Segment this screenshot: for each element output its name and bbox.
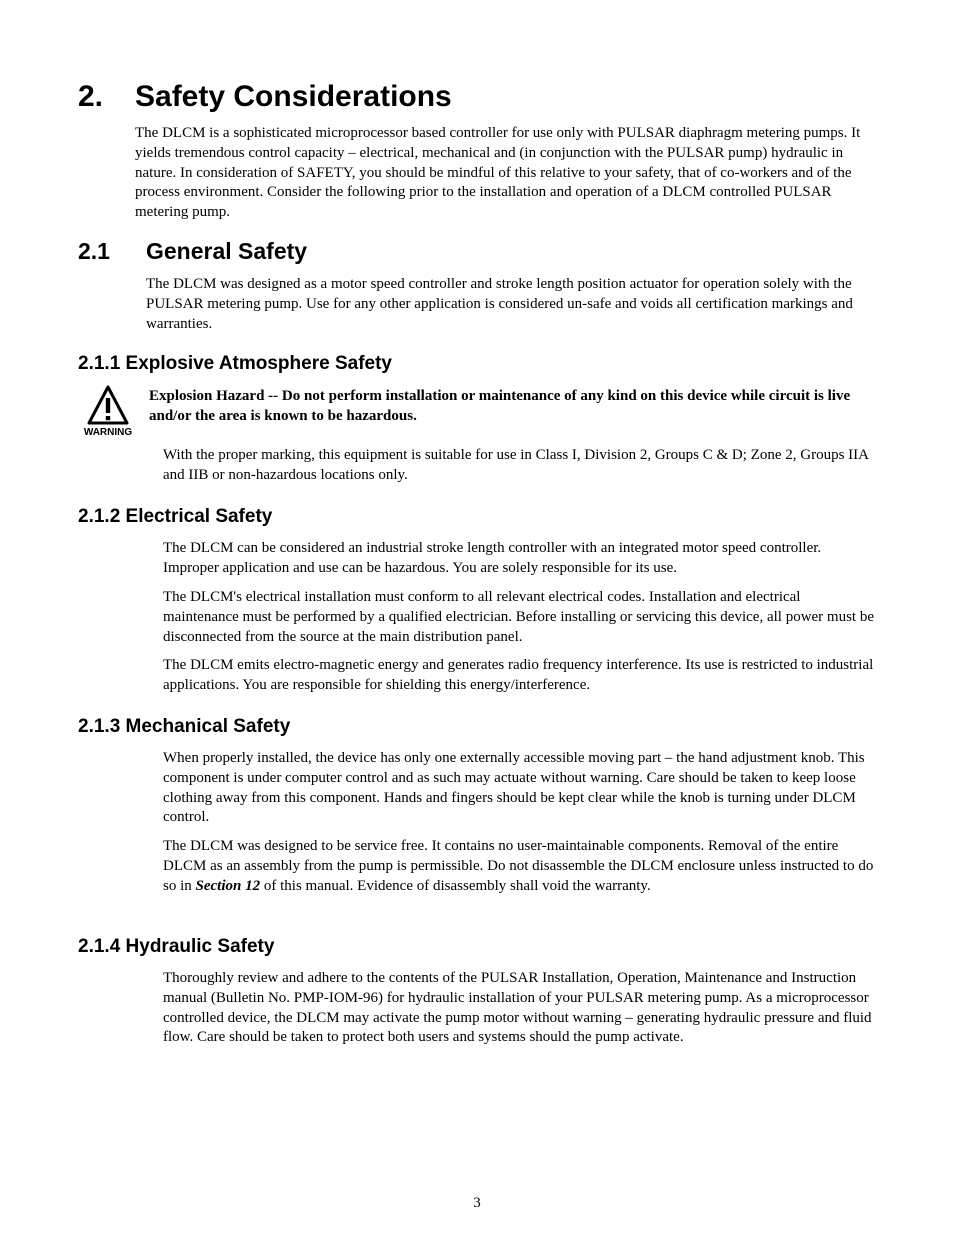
general-safety-text: The DLCM was designed as a motor speed controller and stroke length position actuator for operation solely with the PULSAR metering pump. Use for any other application is considered un-safe and voids all certification markings and warranties. [146, 276, 853, 332]
section-intro: The DLCM is a sophisticated microprocessor based controller for use only with PULSAR diaphragm metering pumps. It yields tremendous control capacity – electrical, mechanical and (in conjunction with the PULSAR pump) hydraulic in nature. In consideration of SAFETY, you should be mindful of this relative to your safety, that of co-workers and of the process environment. Consider the following prior to the installation and operation of a DLCM controlled PULSAR metering pump. [135, 125, 861, 221]
hydraulic-paragraph-1: Thoroughly review and adhere to the contents of the PULSAR Installation, Operation, Maintenance and Instruction manual (Bulletin No. PMP-IOM-96) for hydraulic installation of your PULSAR metering pump. As a microprocessor controlled device, the DLCM may activate the pump motor without warning – generating hydraulic pressure and fluid flow. Care should be taken to protect both users and systems should the pump activate. [163, 970, 872, 1046]
general-safety-heading [78, 236, 307, 266]
mechanical-safety-heading: 2.1.3 Mechanical Safety [78, 716, 291, 737]
mechanical-paragraph-1: When properly installed, the device has only one externally accessible moving part – the hand adjustment knob. This component is under computer control and as such may actuate without warning. Care should be taken to keep loose clothing away from this component. Hands and fingers should be kept clear while the knob is turning under DLCM control. [163, 750, 865, 826]
section-12-reference: Section 12 [195, 877, 261, 894]
page-number: 3 [473, 1195, 481, 1211]
electrical-paragraph-1: The DLCM can be considered an industrial stroke length controller with an integrated motor speed controller. Improper application and use can be hazardous. You are solely responsible for its use. [163, 540, 822, 576]
hydraulic-safety-heading: 2.1.4 Hydraulic Safety [78, 936, 275, 957]
explosive-safety-heading: 2.1.1 Explosive Atmosphere Safety [78, 353, 392, 374]
mechanical-p2-text-after: of this manual. Evidence of disassembly shall void the warranty. [260, 877, 651, 894]
section-number: 2. [78, 80, 104, 113]
mechanical-p2-text-before: The DLCM was designed to be service free. It contains no user-maintainable components. Removal of the entire DLCM as an assembly from the pump is permissible. Do not disassemble the DLCM enclosure unless instructed to do so in [163, 838, 874, 894]
explosive-safety-text: With the proper marking, this equipment is suitable for use in Class I, Division 2, Groups C & D; Zone 2, Groups IIA and IIB or non-hazardous locations only. [163, 447, 869, 483]
section-heading [78, 78, 452, 116]
general-safety-title: General Safety [146, 238, 308, 264]
section-title: Safety Considerations [135, 80, 452, 113]
general-safety-number: 2.1 [78, 238, 110, 264]
explosion-hazard-warning: Explosion Hazard -- Do not perform installation or maintenance of any kind on this device while circuit is live and/or the area is known to be hazardous. [149, 388, 851, 424]
warning-label: WARNING [83, 427, 133, 438]
electrical-paragraph-3: The DLCM emits electro-magnetic energy and generates radio frequency interference. Its use is restricted to industrial applications. You are responsible for shielding this energy/interference. [163, 657, 874, 693]
mechanical-paragraph-2 [163, 837, 881, 896]
electrical-safety-heading: 2.1.2 Electrical Safety [78, 506, 273, 527]
warning-triangle-icon [79, 385, 137, 427]
electrical-paragraph-2: The DLCM's electrical installation must conform to all relevant electrical codes. Installation and electrical maintenance must be performed by a qualified electrician. Before installing or servicing this device, all power must be disconnected from the source at the main distribution panel. [163, 589, 875, 645]
warning-icon [79, 385, 137, 440]
